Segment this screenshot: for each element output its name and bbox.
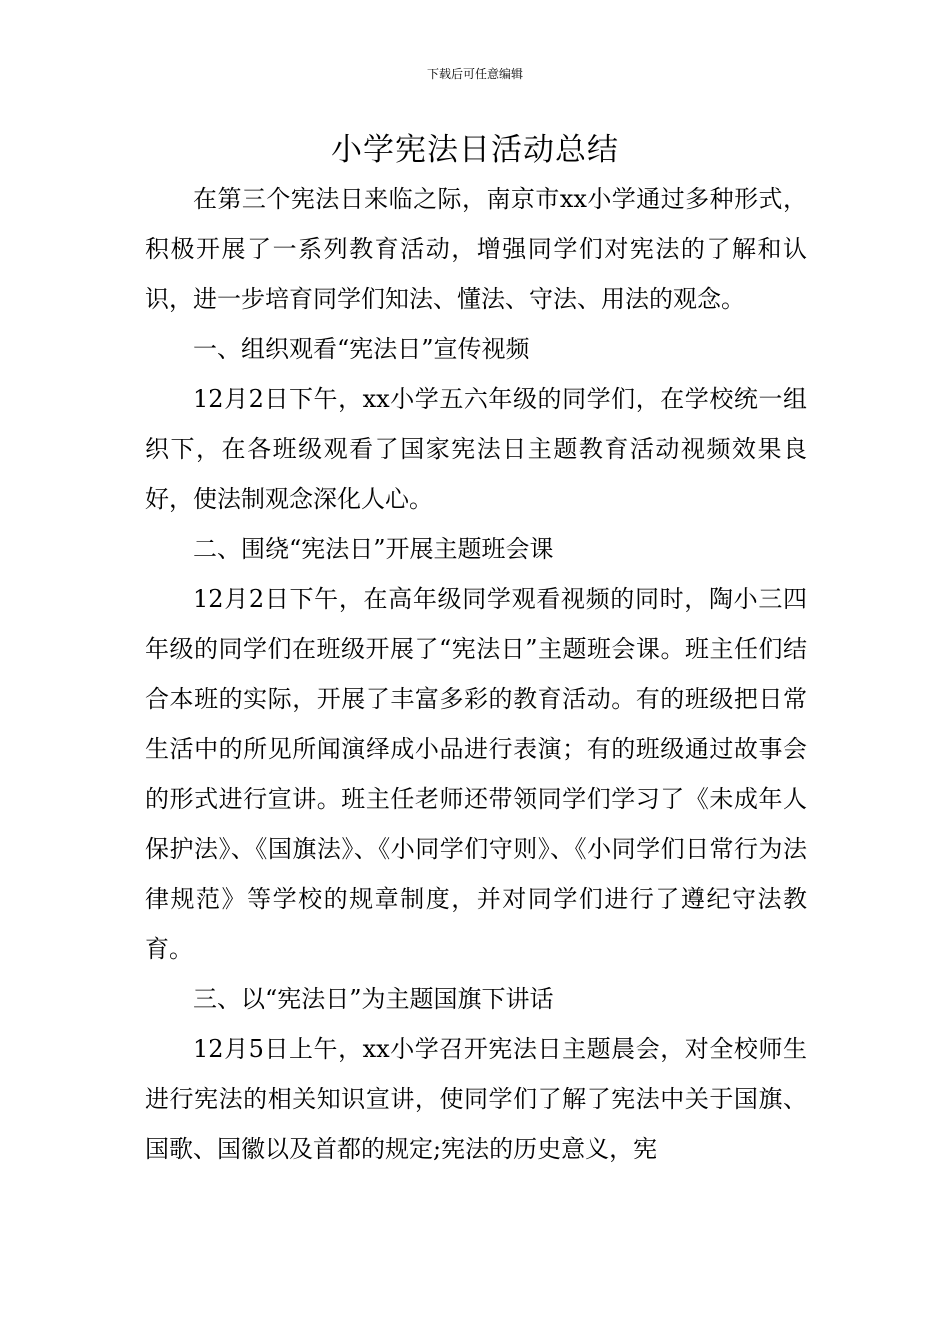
section-paragraph-2: 12月2日下午，在高年级同学观看视频的同时，陶小三四年级的同学们在班级开展了“宪法日”主题班会课。班主任们结合本班的实际，开展了丰富多彩的教育活动。有的班级把日常生活中的所见所闻演绎成小品进行表演；有的班级通过故事会的形式进行宣讲。班主任老师还带领同学们学习了《未成年人保护法》、《国旗法》、《小同学们守则》、《小同学们日常行为法律规范》等学校的规章制度，并对同学们进行了遵纪守法教育。	[145, 585, 807, 963]
section-paragraph-1: 12月2日下午，xx小学五六年级的同学们，在学校统一组织下，在各班级观看了国家宪法日主题教育活动视频效果良好，使法制观念深化人心。	[145, 385, 807, 513]
section-heading-1: 一、组织观看“宪法日”宣传视频	[193, 335, 530, 363]
section-heading-3: 三、以“宪法日”为主题国旗下讲话	[193, 985, 554, 1013]
section-paragraph-3: 12月5日上午，xx小学召开宪法日主题晨会，对全校师生进行宪法的相关知识宣讲，使同学们了解了宪法中关于国旗、国歌、国徽以及首都的规定;宪法的历史意义，宪	[145, 1035, 807, 1163]
document-body	[145, 174, 807, 1174]
intro-paragraph: 在第三个宪法日来临之际，南京市xx小学通过多种形式，积极开展了一系列教育活动，增强同学们对宪法的了解和认识，进一步培育同学们知法、懂法、守法、用法的观念。	[145, 185, 807, 313]
header-note: 下载后可任意编辑	[426, 67, 523, 81]
document-title: 小学宪法日活动总结	[331, 132, 619, 168]
section-heading-2: 二、围绕“宪法日”开展主题班会课	[193, 535, 554, 563]
